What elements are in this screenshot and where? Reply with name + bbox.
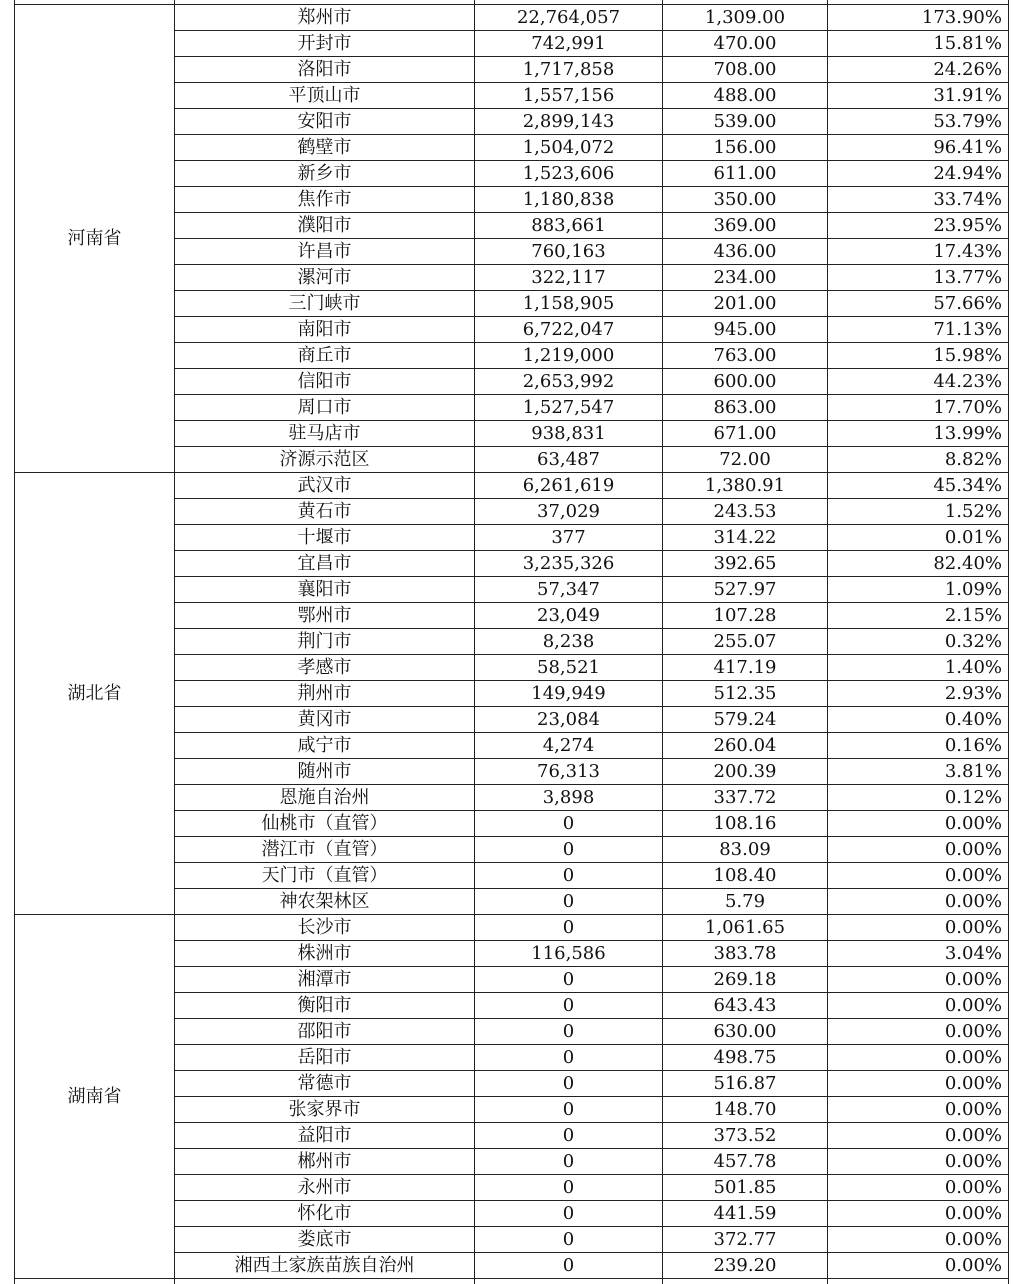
city-cell: 长沙市 [175,915,475,941]
percent-cell: 45.34% [828,473,1009,499]
value2-cell: 337.72 [663,785,828,811]
value2-cell: 441.59 [663,1201,828,1227]
percent-cell: 1.09% [828,577,1009,603]
city-cell: 永州市 [175,1175,475,1201]
value1-cell: 0 [475,889,663,915]
value2-cell: 350.00 [663,187,828,213]
value2-cell: 630.00 [663,1019,828,1045]
city-cell: 漯河市 [175,265,475,291]
value2-cell: 1,061.65 [663,915,828,941]
city-cell: 黄冈市 [175,707,475,733]
province-cell: 湖北省 [15,473,175,915]
percent-cell: 96.41% [828,135,1009,161]
value1-cell: 0 [475,811,663,837]
city-cell: 黄石市 [175,499,475,525]
percent-cell: 1.40% [828,655,1009,681]
value2-cell: 5.79 [663,889,828,915]
city-cell: 洛阳市 [175,57,475,83]
percent-cell: 82.40% [828,551,1009,577]
percent-cell: 44.23% [828,369,1009,395]
value2-cell: 201.00 [663,291,828,317]
value2-cell: 945.00 [663,317,828,343]
percent-cell: 0.16% [828,733,1009,759]
value1-cell: 3,235,326 [475,551,663,577]
value2-cell: 539.00 [663,109,828,135]
value2-cell: 234.00 [663,265,828,291]
value2-cell: 1,309.00 [663,5,828,31]
percent-cell: 17.43% [828,239,1009,265]
value1-cell: 0 [475,1149,663,1175]
value2-cell: 369.00 [663,213,828,239]
city-cell: 周口市 [175,395,475,421]
value2-cell: 392.65 [663,551,828,577]
value2-cell: 1,380.91 [663,473,828,499]
value1-cell: 58,521 [475,655,663,681]
value1-cell: 149,949 [475,681,663,707]
city-cell: 咸宁市 [175,733,475,759]
value2-cell: 314.22 [663,525,828,551]
percent-cell: 0.00% [828,1253,1009,1279]
percent-cell: 0.00% [828,1045,1009,1071]
value1-cell: 57,347 [475,577,663,603]
value2-cell: 457.78 [663,1149,828,1175]
value1-cell: 0 [475,1123,663,1149]
value2-cell: 417.19 [663,655,828,681]
city-cell: 益阳市 [175,1123,475,1149]
value1-cell: 1,527,547 [475,395,663,421]
value1-cell: 8,238 [475,629,663,655]
value1-cell: 0 [475,993,663,1019]
province-cell: 河南省 [15,5,175,473]
value1-cell: 22,764,057 [475,5,663,31]
city-data-table [14,0,1009,1284]
percent-cell: 0.32% [828,629,1009,655]
value1-cell: 1,557,156 [475,83,663,109]
value2-cell: 611.00 [663,161,828,187]
city-cell: 荆门市 [175,629,475,655]
percent-cell: 0.00% [828,1019,1009,1045]
percent-cell: 13.77% [828,265,1009,291]
value2-cell: 108.40 [663,863,828,889]
city-cell: 神农架林区 [175,889,475,915]
city-cell: 张家界市 [175,1097,475,1123]
city-cell: 天门市（直管） [175,863,475,889]
value2-cell: 148.70 [663,1097,828,1123]
city-cell: 南阳市 [175,317,475,343]
value1-cell: 0 [475,863,663,889]
value2-cell: 107.28 [663,603,828,629]
city-cell: 岳阳市 [175,1045,475,1071]
city-cell: 鹤壁市 [175,135,475,161]
table-row [15,473,1009,499]
value1-cell: 23,084 [475,707,663,733]
city-cell: 孝感市 [175,655,475,681]
value1-cell: 63,487 [475,447,663,473]
value1-cell: 1,158,905 [475,291,663,317]
percent-cell: 0.00% [828,1071,1009,1097]
table-row [15,5,1009,31]
value2-cell: 239.20 [663,1253,828,1279]
percent-cell: 15.81% [828,31,1009,57]
percent-cell: 8.82% [828,447,1009,473]
percent-cell: 23.95% [828,213,1009,239]
value1-cell: 76,313 [475,759,663,785]
percent-cell: 0.00% [828,1149,1009,1175]
percent-cell: 15.98% [828,343,1009,369]
value1-cell: 116,586 [475,941,663,967]
percent-cell: 0.00% [828,811,1009,837]
percent-cell: 2.93% [828,681,1009,707]
value2-cell: 643.43 [663,993,828,1019]
city-cell: 恩施自治州 [175,785,475,811]
city-cell: 开封市 [175,31,475,57]
value1-cell: 3,898 [475,785,663,811]
city-cell: 潜江市（直管） [175,837,475,863]
value1-cell: 6,261,619 [475,473,663,499]
city-cell: 常德市 [175,1071,475,1097]
percent-cell: 0.00% [828,915,1009,941]
percent-cell: 3.81% [828,759,1009,785]
province-cell: 湖南省 [15,915,175,1279]
percent-cell: 0.12% [828,785,1009,811]
value2-cell: 200.39 [663,759,828,785]
value1-cell: 1,504,072 [475,135,663,161]
value1-cell: 2,899,143 [475,109,663,135]
value1-cell: 0 [475,1019,663,1045]
percent-cell: 24.26% [828,57,1009,83]
percent-cell: 0.00% [828,1201,1009,1227]
city-cell: 濮阳市 [175,213,475,239]
percent-cell: 13.99% [828,421,1009,447]
city-cell: 随州市 [175,759,475,785]
percent-cell: 0.00% [828,1227,1009,1253]
percent-cell: 1.52% [828,499,1009,525]
value1-cell: 0 [475,915,663,941]
value2-cell: 373.52 [663,1123,828,1149]
city-cell: 济源示范区 [175,447,475,473]
value2-cell: 383.78 [663,941,828,967]
percent-cell: 3.04% [828,941,1009,967]
value1-cell: 0 [475,837,663,863]
value1-cell: 0 [475,1071,663,1097]
value2-cell: 260.04 [663,733,828,759]
value2-cell: 516.87 [663,1071,828,1097]
value2-cell: 579.24 [663,707,828,733]
city-cell: 平顶山市 [175,83,475,109]
city-cell: 三门峡市 [175,291,475,317]
value2-cell: 863.00 [663,395,828,421]
value1-cell: 4,274 [475,733,663,759]
city-cell: 鄂州市 [175,603,475,629]
value2-cell: 498.75 [663,1045,828,1071]
value1-cell: 1,523,606 [475,161,663,187]
table-body [15,0,1009,1284]
value2-cell: 763.00 [663,343,828,369]
percent-cell: 31.91% [828,83,1009,109]
value2-cell: 255.07 [663,629,828,655]
percent-cell: 173.90% [828,5,1009,31]
city-cell: 株洲市 [175,941,475,967]
city-cell: 驻马店市 [175,421,475,447]
value2-cell: 671.00 [663,421,828,447]
city-cell: 娄底市 [175,1227,475,1253]
city-cell: 安阳市 [175,109,475,135]
value1-cell: 0 [475,1227,663,1253]
value2-cell: 156.00 [663,135,828,161]
city-cell: 许昌市 [175,239,475,265]
percent-cell: 0.40% [828,707,1009,733]
city-cell: 湘西土家族苗族自治州 [175,1253,475,1279]
value2-cell: 501.85 [663,1175,828,1201]
value2-cell: 372.77 [663,1227,828,1253]
percent-cell: 0.00% [828,967,1009,993]
value1-cell: 742,991 [475,31,663,57]
city-cell: 郑州市 [175,5,475,31]
value1-cell: 0 [475,967,663,993]
city-cell: 襄阳市 [175,577,475,603]
table-row [15,915,1009,941]
percent-cell: 53.79% [828,109,1009,135]
value1-cell: 1,180,838 [475,187,663,213]
percent-cell: 0.00% [828,863,1009,889]
value2-cell: 436.00 [663,239,828,265]
value2-cell: 527.97 [663,577,828,603]
value1-cell: 760,163 [475,239,663,265]
value2-cell: 600.00 [663,369,828,395]
value1-cell: 1,219,000 [475,343,663,369]
city-cell: 十堰市 [175,525,475,551]
percent-cell: 0.00% [828,889,1009,915]
value1-cell: 0 [475,1201,663,1227]
city-cell: 衡阳市 [175,993,475,1019]
percent-cell: 17.70% [828,395,1009,421]
percent-cell: 2.15% [828,603,1009,629]
value1-cell: 0 [475,1045,663,1071]
percent-cell: 71.13% [828,317,1009,343]
cut-off-row-bottom [15,1279,1009,1284]
value2-cell: 470.00 [663,31,828,57]
value1-cell: 0 [475,1253,663,1279]
percent-cell: 57.66% [828,291,1009,317]
value2-cell: 72.00 [663,447,828,473]
value2-cell: 269.18 [663,967,828,993]
value1-cell: 1,717,858 [475,57,663,83]
city-cell: 商丘市 [175,343,475,369]
value1-cell: 938,831 [475,421,663,447]
percent-cell: 33.74% [828,187,1009,213]
value2-cell: 488.00 [663,83,828,109]
value1-cell: 883,661 [475,213,663,239]
percent-cell: 0.00% [828,1123,1009,1149]
value2-cell: 708.00 [663,57,828,83]
city-cell: 邵阳市 [175,1019,475,1045]
value2-cell: 83.09 [663,837,828,863]
city-cell: 荆州市 [175,681,475,707]
city-cell: 郴州市 [175,1149,475,1175]
value1-cell: 377 [475,525,663,551]
city-cell: 新乡市 [175,161,475,187]
percent-cell: 0.00% [828,1097,1009,1123]
city-cell: 信阳市 [175,369,475,395]
percent-cell: 0.00% [828,837,1009,863]
percent-cell: 0.00% [828,993,1009,1019]
value1-cell: 2,653,992 [475,369,663,395]
percent-cell: 0.00% [828,1175,1009,1201]
percent-cell: 24.94% [828,161,1009,187]
city-cell: 仙桃市（直管） [175,811,475,837]
value2-cell: 108.16 [663,811,828,837]
city-cell: 宜昌市 [175,551,475,577]
percent-cell: 0.01% [828,525,1009,551]
value1-cell: 6,722,047 [475,317,663,343]
value1-cell: 322,117 [475,265,663,291]
value1-cell: 0 [475,1097,663,1123]
city-cell: 湘潭市 [175,967,475,993]
city-cell: 怀化市 [175,1201,475,1227]
value1-cell: 37,029 [475,499,663,525]
value1-cell: 0 [475,1175,663,1201]
value2-cell: 243.53 [663,499,828,525]
value1-cell: 23,049 [475,603,663,629]
city-cell: 武汉市 [175,473,475,499]
value2-cell: 512.35 [663,681,828,707]
city-cell: 焦作市 [175,187,475,213]
